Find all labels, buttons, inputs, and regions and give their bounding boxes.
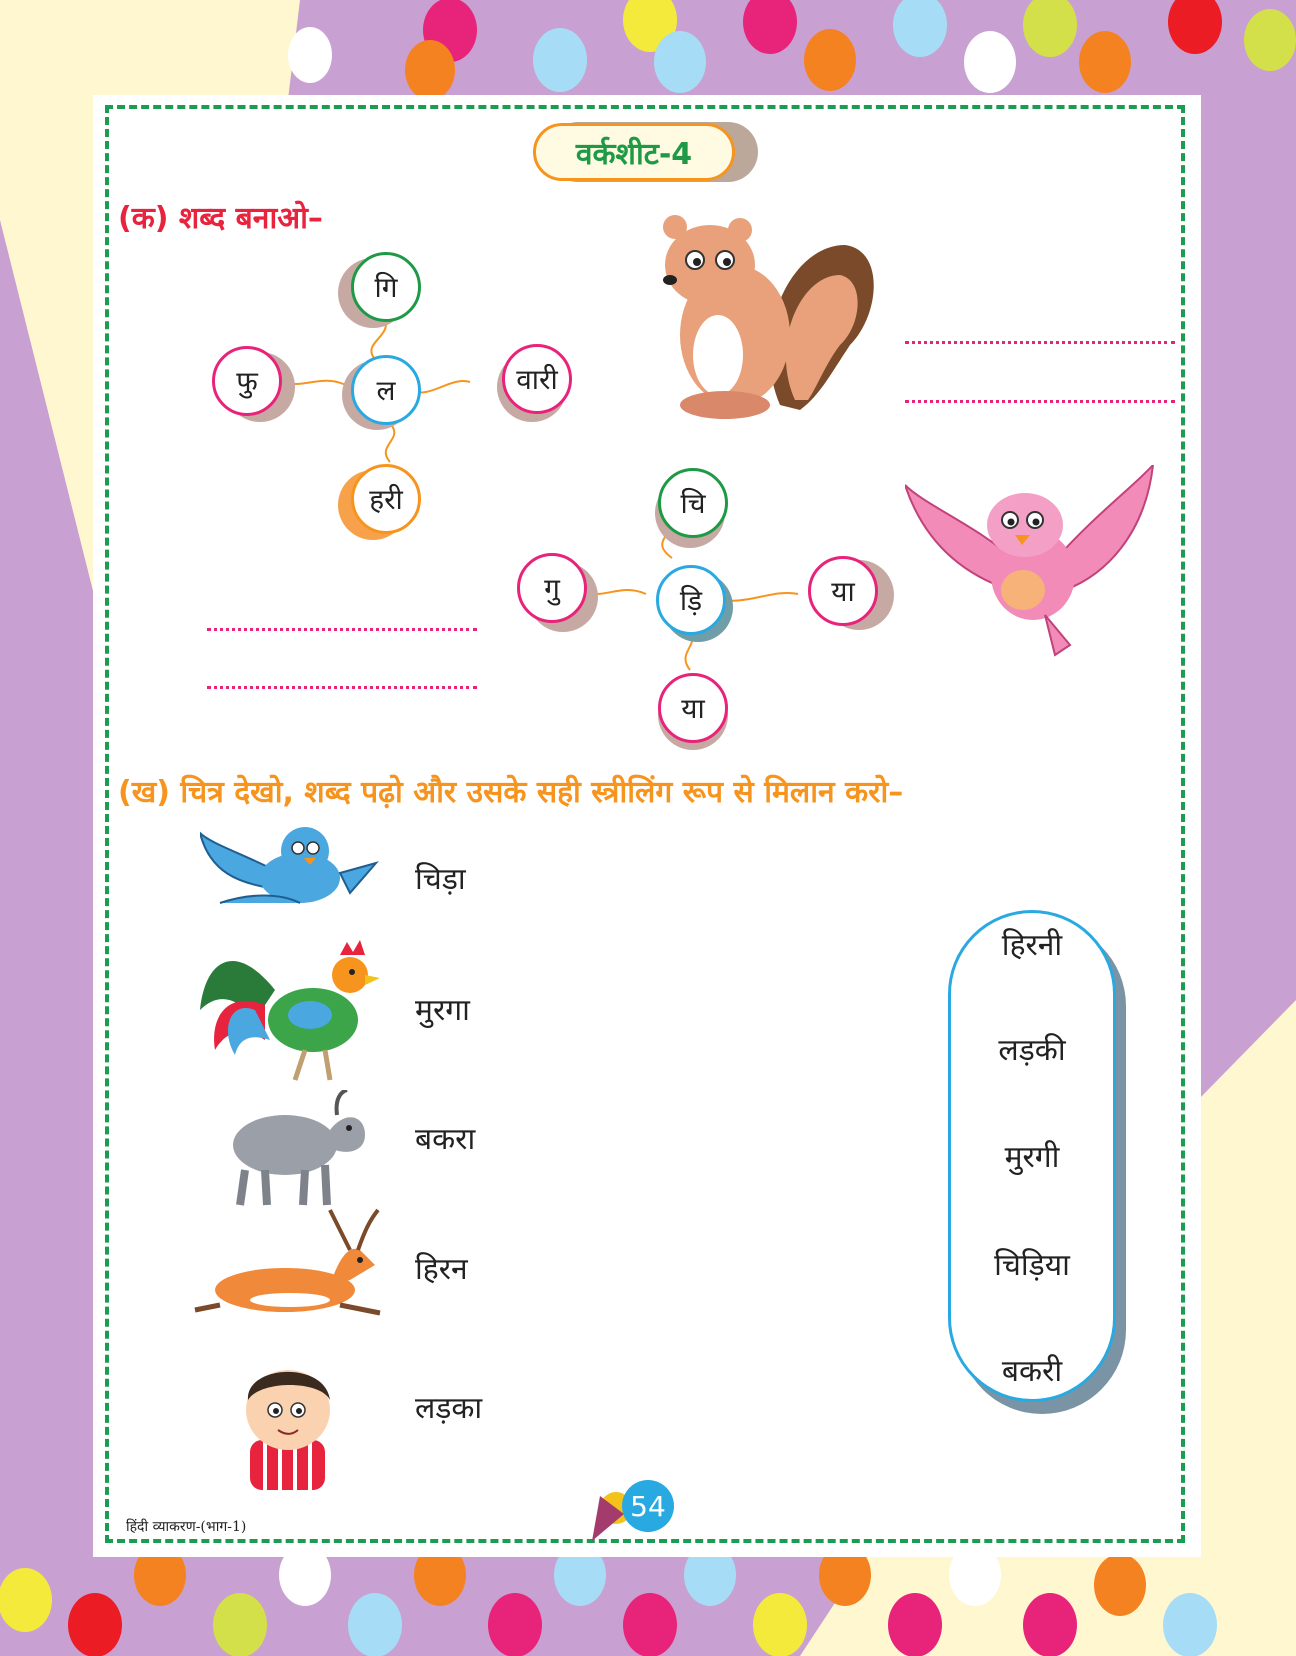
cluster1-center-circle: ल xyxy=(351,355,421,425)
cluster1-right-circle: वारी xyxy=(502,344,572,414)
rooster-illustration xyxy=(195,930,385,1085)
left-word-4: हिरन xyxy=(415,1252,468,1287)
page-number: 54 xyxy=(622,1480,674,1532)
cluster2-right-circle: या xyxy=(808,556,878,626)
answer-line-3[interactable] xyxy=(207,628,477,631)
cluster1-bottom-circle: हरी xyxy=(351,464,421,534)
right-word-3: मुरगी xyxy=(1004,1140,1060,1175)
goat-illustration xyxy=(215,1090,370,1210)
right-word-2: लड़की xyxy=(998,1033,1066,1068)
left-word-2: मुरगा xyxy=(415,993,470,1028)
right-word-4: चिड़िया xyxy=(994,1248,1070,1283)
squirrel-illustration xyxy=(640,205,890,430)
blue-bird-illustration xyxy=(200,823,380,923)
deer-illustration xyxy=(190,1205,390,1325)
left-word-1: चिड़ा xyxy=(415,862,466,897)
left-word-3: बकरा xyxy=(415,1122,476,1157)
cluster1-top-circle: गि xyxy=(351,252,421,322)
section-b-heading: (ख) चित्र देखो, शब्द पढ़ो और उसके सही स्त्रीलिंग रूप से मिलान करो– xyxy=(118,775,904,810)
cluster2-center-circle: ड़ि xyxy=(656,565,726,635)
cluster2-bottom-circle: या xyxy=(658,673,728,743)
right-word-5: बकरी xyxy=(1001,1354,1063,1389)
cluster2-top-circle: चि xyxy=(658,468,728,538)
answer-line-4[interactable] xyxy=(207,686,477,689)
word-pill xyxy=(948,910,1116,1402)
answer-line-1[interactable] xyxy=(905,341,1175,344)
section-a-heading: (क) शब्द बनाओ– xyxy=(118,201,323,236)
pink-bird-illustration xyxy=(905,465,1155,660)
cluster1-left-circle: फु xyxy=(212,346,282,416)
right-word-1: हिरनी xyxy=(1001,928,1063,963)
worksheet-title: वर्कशीट-4 xyxy=(533,123,735,181)
cluster2-left-circle: गु xyxy=(517,553,587,623)
boy-illustration xyxy=(230,1355,345,1490)
book-footer: हिंदी व्याकरण-(भाग-1) xyxy=(126,1519,247,1535)
left-word-5: लड़का xyxy=(415,1391,483,1426)
answer-line-2[interactable] xyxy=(905,400,1175,403)
